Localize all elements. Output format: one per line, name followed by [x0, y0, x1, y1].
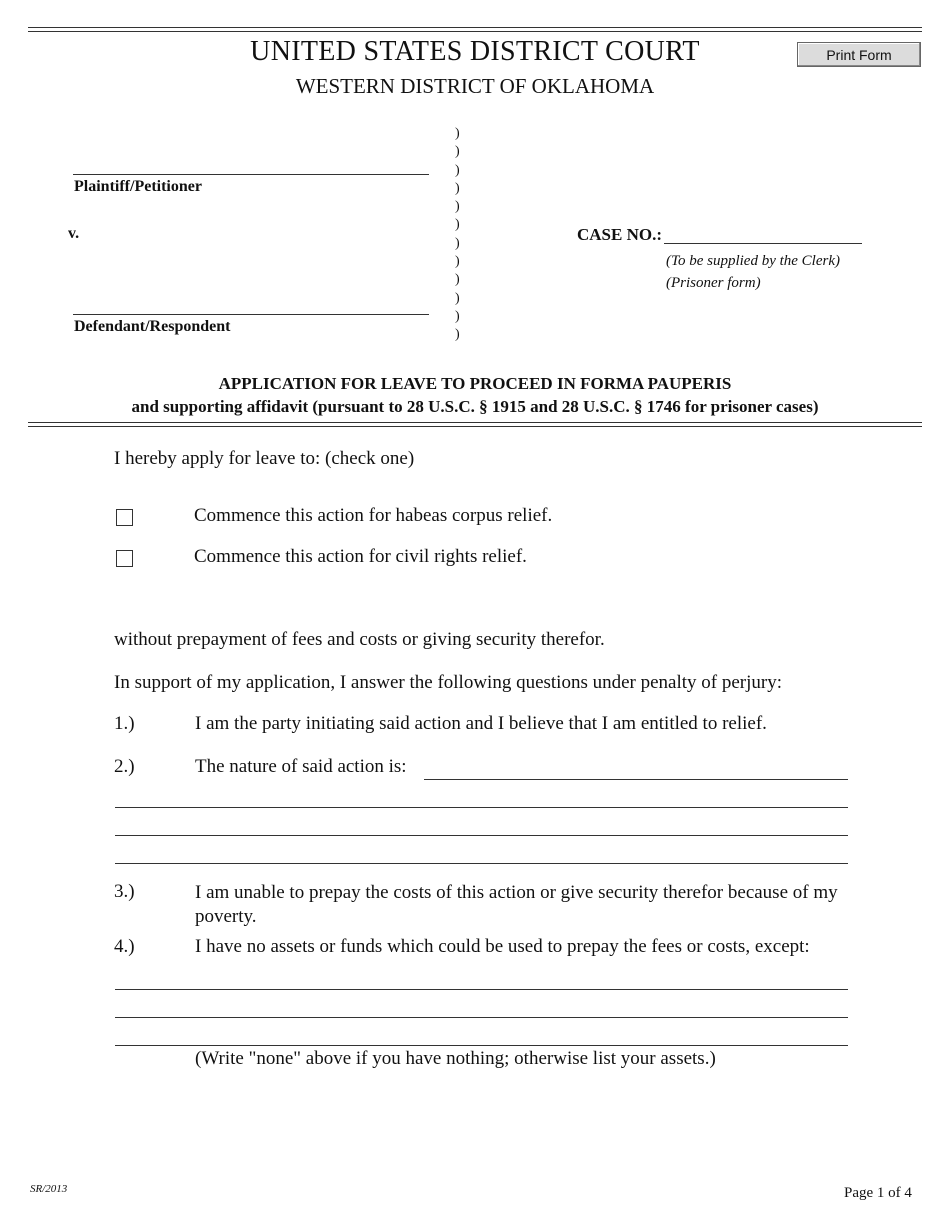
- assets-line[interactable]: [115, 1045, 848, 1046]
- court-district: WESTERN DISTRICT OF OKLAHOMA: [295, 74, 655, 98]
- top-divider: [28, 27, 922, 32]
- paren: ): [455, 235, 460, 251]
- application-title: APPLICATION FOR LEAVE TO PROCEED IN FORMA PAUPERIS: [218, 374, 732, 393]
- item-2-number: 2.): [114, 756, 135, 777]
- versus-label: v.: [68, 225, 80, 242]
- paren: ): [455, 217, 460, 233]
- plaintiff-label: Plaintiff/Petitioner: [74, 178, 202, 195]
- page-number: Page 1 of 4: [844, 1185, 912, 1201]
- paren: ): [455, 272, 460, 288]
- habeas-corpus-option-label: Commence this action for habeas corpus relief.: [194, 505, 553, 526]
- nature-of-action-line[interactable]: [115, 807, 848, 808]
- paren: ): [455, 126, 460, 141]
- item-3-number: 3.): [114, 881, 135, 902]
- nature-of-action-field[interactable]: [424, 779, 848, 780]
- habeas-corpus-checkbox[interactable]: [116, 509, 133, 526]
- print-form-button[interactable]: Print Form: [797, 42, 921, 67]
- case-no-label: CASE NO.:: [577, 225, 663, 244]
- case-no-note-prisoner: (Prisoner form): [666, 275, 761, 291]
- application-subtitle: and supporting affidavit (pursuant to 28 U.S.C. § 1915 and 28 U.S.C. § 1746 for prisoner cases): [131, 397, 819, 416]
- paren: ): [455, 290, 460, 306]
- defendant-label: Defendant/Respondent: [74, 318, 231, 335]
- item-2-text: The nature of said action is:: [195, 756, 407, 777]
- assets-line[interactable]: [115, 1017, 848, 1018]
- paren: ): [455, 254, 460, 270]
- form-revision: SR/2013: [30, 1183, 68, 1195]
- civil-rights-checkbox[interactable]: [116, 550, 133, 567]
- item-1-text: I am the party initiating said action and I believe that I am entitled to relief.: [195, 713, 767, 734]
- nature-of-action-line[interactable]: [115, 835, 848, 836]
- item-4-text: I have no assets or funds which could be used to prepay the fees or costs, except:: [195, 936, 810, 957]
- nature-of-action-line[interactable]: [115, 863, 848, 864]
- title-divider: [28, 422, 922, 427]
- paren: ): [455, 180, 460, 196]
- paren: ): [455, 144, 460, 160]
- item-4-number: 4.): [114, 936, 135, 957]
- case-no-note-clerk: (To be supplied by the Clerk): [666, 253, 841, 269]
- civil-rights-option-label: Commence this action for civil rights relief.: [194, 546, 527, 567]
- support-intro: In support of my application, I answer the following questions under penalty of perjury:: [114, 672, 783, 693]
- court-title: UNITED STATES DISTRICT COURT: [250, 36, 700, 67]
- plaintiff-field[interactable]: [73, 174, 429, 175]
- item-1-number: 1.): [114, 713, 135, 734]
- defendant-field[interactable]: [73, 314, 429, 315]
- case-no-field[interactable]: [664, 243, 862, 244]
- assets-line[interactable]: [115, 989, 848, 990]
- paren: ): [455, 308, 460, 324]
- caption-paren-column: [455, 125, 469, 345]
- paren: ): [455, 162, 460, 178]
- without-prepayment-text: without prepayment of fees and costs or giving security therefor.: [114, 629, 605, 650]
- apply-intro: I hereby apply for leave to: (check one): [114, 448, 415, 469]
- assets-note: (Write "none" above if you have nothing; otherwise list your assets.): [195, 1048, 716, 1069]
- item-3-text: I am unable to prepay the costs of this action or give security therefor because of my poverty.: [195, 882, 838, 927]
- paren: ): [455, 199, 460, 215]
- paren: ): [455, 327, 460, 343]
